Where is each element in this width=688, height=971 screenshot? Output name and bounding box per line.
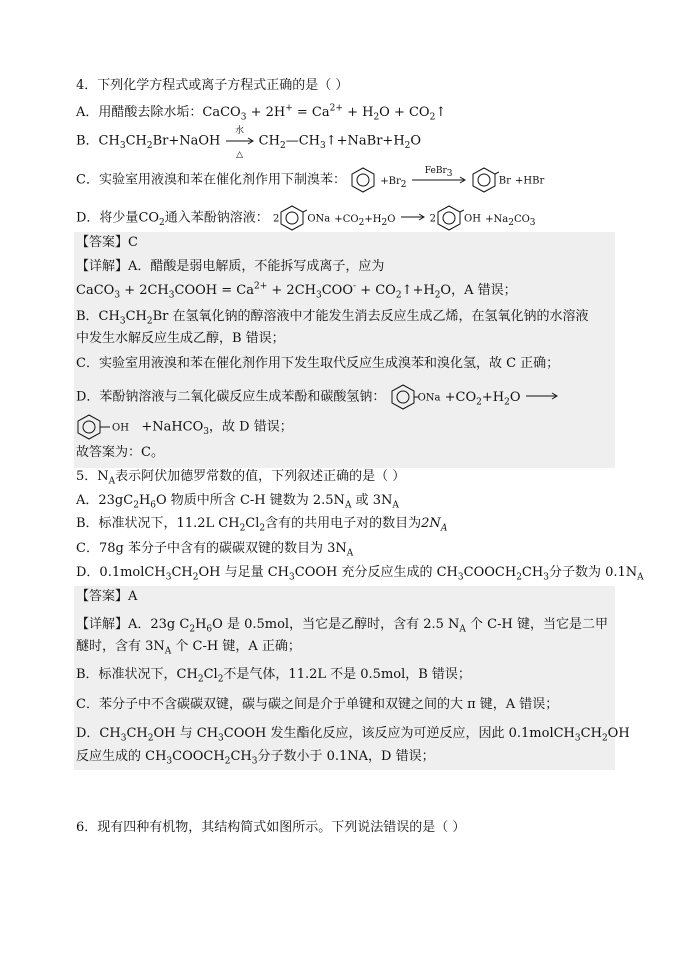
arrow-icon (400, 212, 426, 222)
q4-explain-d: D．苯酚钠溶液与二氧化碳反应生成苯酚和碳酸氢钠： ONa $+CO_2+H_2O$ (76, 384, 559, 410)
q4-option-d: D．将少量$CO_2$通入苯酚钠溶液： 2 ONa $+CO_2+H_2O$ 2 OH $+Na_2CO_3$ (76, 205, 536, 231)
q6-stem: 6．现有四种有机物，其结构简式如图所示。下列说法错误的是（ ） (76, 820, 466, 835)
q5-option-b: B．标准状况下，11.2L $CH_2Cl_2$含有的共用电子对的数目为$2N_A$ (76, 516, 448, 534)
benzene-ring-icon (390, 384, 418, 410)
q4-option-c: C．实验室用液溴和苯在催化剂作用下制溴苯： $+Br_2$ FeBr$_3$ Br +HBr (76, 167, 544, 193)
benzene-ring-icon (436, 205, 464, 231)
reaction-arrow: 水 △ (225, 132, 255, 150)
q5-explain-c: C．苯分子中不含碳碳双键，碳与碳之间是介于单键和双键之间的大 π 键，A 错误； (76, 697, 559, 712)
q4-summary: 故答案为：C。 (76, 445, 164, 460)
q5-option-a: A．$23gC_2H_6O$ 物质中所含 C-H 键数为 $2.5N_A$ 或 $3N_A$ (76, 493, 399, 511)
q5-explain-a-1: 【详解】A．23g $C_2H_6O$ 是 0.5mol，当它是乙醇时，含有 2.5 $N_A$ 个 C-H 键，当它是二甲 (76, 617, 608, 635)
q5-option-c: C．78g 苯分子中含有的碳碳双键的数目为 $3N_A$ (76, 541, 354, 559)
q5-answer: 【答案】A (76, 589, 138, 604)
q4-stem: 4．下列化学方程式或离子方程式正确的是（ ） (76, 78, 349, 93)
q4-answer: 【答案】C (76, 235, 138, 250)
q5-explain-d-2: 反应生成的 $CH_3COOCH_2CH_3$分子数小于 0.1NA，D 错误； (76, 749, 435, 767)
q4-option-a: A．用醋酸去除水垢：CaCO$_3$ + $2H^+ = Ca^{2+} + H_2O$ + $CO_2↑$ (76, 103, 447, 123)
q4-explain-d-2: OH +NaHCO$_3$，故 D 错误； (76, 414, 293, 440)
catalyst-arrow: FeBr$_3$ (411, 171, 467, 189)
q5-explain-a-2: 醚时，含有 $3N_A$ 个 C-H 键，A 正确； (76, 639, 301, 657)
benzene-ring-icon (471, 167, 499, 193)
benzene-ring-icon (279, 205, 307, 231)
benzene-ring-icon (350, 167, 376, 193)
arrow-icon (525, 391, 559, 401)
q5-stem: 5．$N_A$表示阿伏加德罗常数的值，下列叙述正确的是（ ） (76, 469, 406, 487)
benzene-ring-icon (76, 414, 112, 440)
q5-option-d: D．$0.1molCH_3CH_2OH$ 与足量 $CH_3COOH$ 充分反应生成的 $CH_3COOCH_2CH_3$分子数为 $0.1N_A$ (76, 565, 644, 583)
q5-explain-d-1: D．$CH_3CH_2OH$ 与 $CH_3COOH$ 发生酯化反应，该反应为可逆反应，因此 $0.1molCH_3CH_2OH$ (76, 726, 630, 744)
q4-explain-a: 【详解】A．醋酸是弱电解质，不能拆写成离子，应为 (76, 259, 385, 274)
q4-explain-b-1: B．$CH_3CH_2Br$ 在氢氧化钠的醇溶液中才能发生消去反应生成乙烯，在氢氧化钠的水溶液 (76, 309, 589, 327)
q4-explain-c: C．实验室用液溴和苯在催化剂作用下发生取代反应生成溴苯和溴化氢，故 C 正确； (76, 356, 560, 371)
q4-explain-a-eq: CaCO$_3$ + $2CH_3COOH = Ca^{2+} + 2CH_3COO^-$ + $CO_2↑+H_2O$，A 错误； (76, 281, 517, 301)
q5-explain-b: B．标准状况下，$CH_2Cl_2$不是气体，11.2L 不是 0.5mol，B 错误； (76, 667, 471, 685)
q4-option-b: B．$CH_3CH_2Br+NaOH$ 水 △ $CH_2—CH_3↑+NaBr+H_2O$ (76, 126, 422, 160)
q4-explain-b-2: 中发生水解反应生成乙醇，B 错误； (76, 331, 285, 346)
